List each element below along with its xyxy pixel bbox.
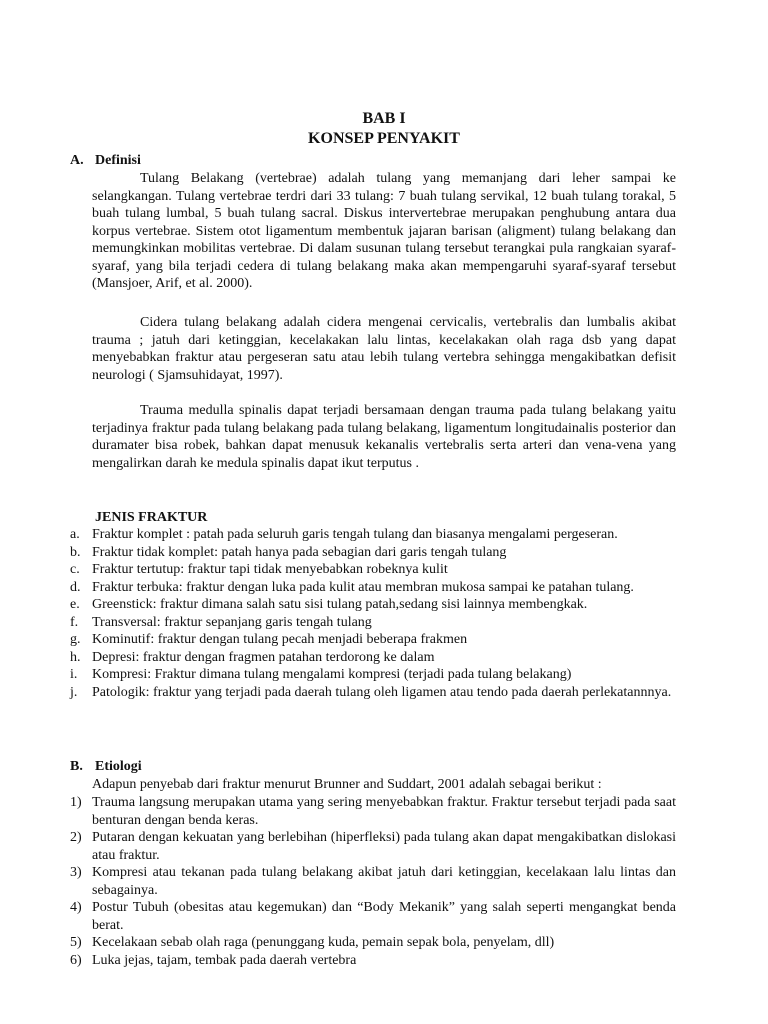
list-item: f. Transversal: fraktur sepanjang garis tengah tulang bbox=[70, 614, 372, 630]
definisi-paragraph-2: Cidera tulang belakang adalah cidera mengenai cervicalis, vertebralis dan lumbalis akibat trauma ; jatuh dari ketinggian, kecelakakan lalu lintas, kecelakakan olah raga dsb yang dapat menyebabkan fraktur atau pergeseran satu atau lebih tulang vertebra sehingga mengakibatkan defisit neurologi ( Sjamsuhidayat, 1997). bbox=[92, 315, 676, 383]
etiologi-intro: Adapun penyebab dari fraktur menurut Brunner and Suddart, 2001 adalah sebagai berikut : bbox=[92, 777, 602, 792]
list-item: 2) Putaran dengan kekuatan yang berlebihan (hiperfleksi) pada tulang akan dapat mengakibatkan dislokasi atau fraktur. bbox=[70, 830, 676, 863]
list-item: 6) Luka jejas, tajam, tembak pada daerah vertebra bbox=[70, 952, 357, 968]
section-a-title: Definisi bbox=[95, 153, 141, 168]
list-item: a. Fraktur komplet : patah pada seluruh garis tengah tulang dan biasanya mengalami pergeseran. bbox=[70, 527, 618, 542]
section-a-heading bbox=[70, 152, 676, 170]
section-b-letter: B. bbox=[70, 759, 83, 774]
section-a-letter: A. bbox=[70, 153, 84, 168]
chapter-title: KONSEP PENYAKIT bbox=[308, 130, 460, 147]
list-item: b. Fraktur tidak komplet: patah hanya pada sebagian dari garis tengah tulang bbox=[70, 544, 507, 560]
definisi-paragraph-1: Tulang Belakang (vertebrae) adalah tulang yang memanjang dari leher sampai ke selangkangan. Tulang vertebrae terdri dari 33 tulang: 7 buah tulang servikal, 12 buah tulang torakal, 5 buah tulang lumbal, 5 buah tulang sacral. Diskus intervertebrae merupakan penghubung antara dua korpus vertebrae. Sistem otot ligamentum membentuk jajaran barisan (aligment) tulang belakang dan memungkinkan mobilitas vertebrae. Di dalam susunan tulang tersebut terangkai pula rangkaian syaraf-syaraf, yang bila terjadi cedera di tulang belakang maka akan mempengaruhi syaraf-syaraf tersebut (Mansjoer, Arif, et al. 2000). bbox=[92, 171, 676, 291]
list-item: i. Kompresi: Fraktur dimana tulang mengalami kompresi (terjadi pada tulang belakang) bbox=[70, 667, 572, 682]
section-b-heading bbox=[70, 758, 676, 776]
list-item: 3) Kompresi atau tekanan pada tulang belakang akibat jatuh dari ketinggian, kecelakaan lalu lintas dan sebagainya. bbox=[70, 865, 676, 898]
list-item: e. Greenstick: fraktur dimana salah satu sisi tulang patah,sedang sisi lainnya membengkak. bbox=[70, 597, 588, 612]
jenis-fraktur-heading: JENIS FRAKTUR bbox=[95, 510, 208, 525]
list-item: 5) Kecelakaan sebab olah raga (penunggang kuda, pemain sepak bola, penyelam, dll) bbox=[70, 935, 555, 950]
jenis-fraktur-list bbox=[70, 526, 676, 701]
list-item: c. Fraktur tertutup: fraktur tapi tidak menyebabkan robeknya kulit bbox=[70, 562, 448, 577]
section-b-title: Etiologi bbox=[95, 759, 142, 774]
list-item: g. Kominutif: fraktur dengan tulang pecah menjadi beberapa frakmen bbox=[70, 632, 468, 647]
list-item: j. Patologik: fraktur yang terjadi pada daerah tulang oleh ligamen atau tendo pada daerah perlekatannnya. bbox=[70, 684, 672, 700]
list-item: d. Fraktur terbuka: fraktur dengan luka pada kulit atau membran mukosa sampai ke patahan tulang. bbox=[70, 579, 634, 595]
etiologi-list bbox=[70, 794, 676, 969]
list-item: 1) Trauma langsung merupakan utama yang sering menyebabkan fraktur. Fraktur tersebut terjadi pada saat benturan dengan benda keras. bbox=[70, 795, 676, 828]
list-item: 4) Postur Tubuh (obesitas atau kegemukan) dan “Body Mekanik” yang salah seperti mengangkat benda berat. bbox=[70, 900, 676, 933]
definisi-paragraph-3: Trauma medulla spinalis dapat terjadi bersamaan dengan trauma pada tulang belakang yaitu terjadinya fraktur pada tulang belakang pada tulang belakang, ligamentum longitudainalis posterior dan duramater bisa robek, bahkan dapat menusuk kekanalis vertebralis serta arteri dan vena-vena yang mengalirkan darah ke medula spinalis dapat ikut terputus . bbox=[92, 403, 676, 471]
list-item: h. Depresi: fraktur dengan fragmen patahan terdorong ke dalam bbox=[70, 649, 435, 665]
chapter-number: BAB I bbox=[362, 110, 406, 127]
